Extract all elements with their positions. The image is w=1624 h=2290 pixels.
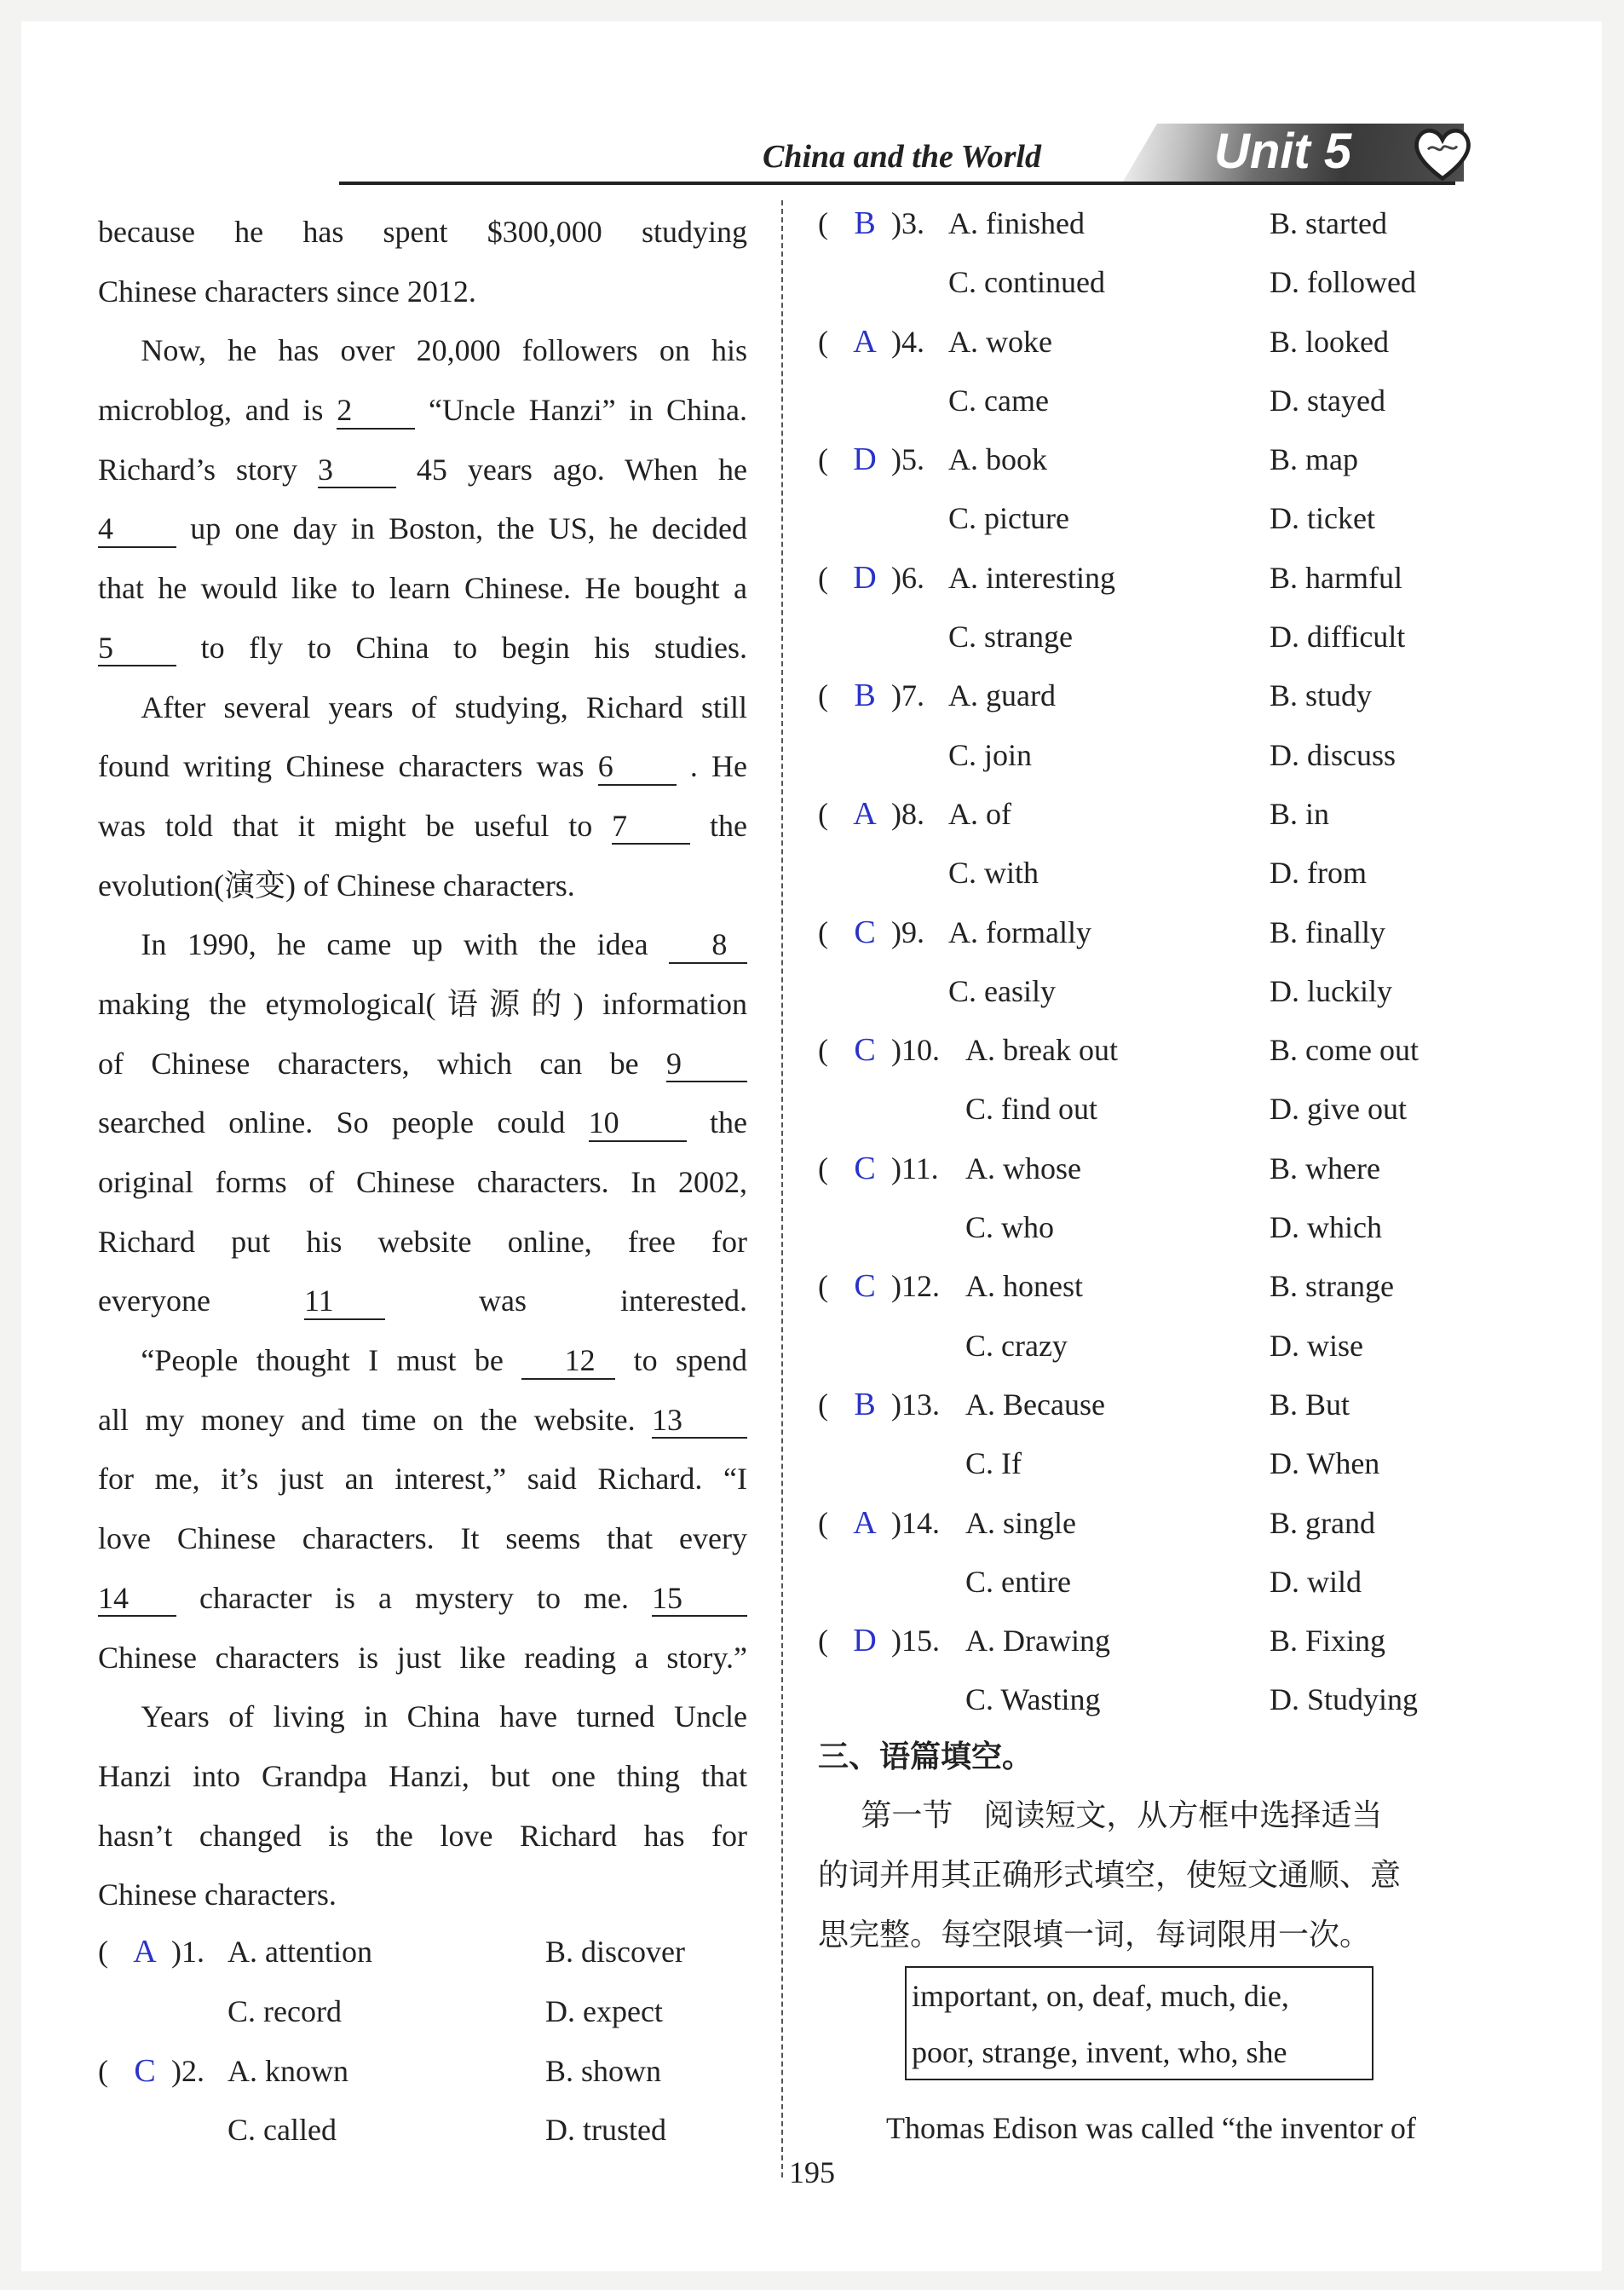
option-c: C. came	[948, 383, 1049, 418]
option-a: A. honest	[965, 1269, 1083, 1304]
answer-letter: C	[134, 2052, 156, 2089]
option-a: A. guard	[948, 678, 1056, 713]
option-c: C. crazy	[965, 1328, 1068, 1363]
passage-line	[98, 262, 747, 322]
column-divider	[781, 200, 783, 2178]
option-b: B. started	[1270, 206, 1387, 240]
option-a: A. finished	[948, 206, 1085, 240]
question-number: )13.	[891, 1387, 940, 1422]
instruction-line: 第一节 阅读短文，从方框中选择适当	[861, 1798, 1383, 1833]
question-row	[98, 2101, 763, 2160]
paren-open: (	[818, 1033, 828, 1068]
passage-line	[98, 1272, 747, 1331]
unit-label: Unit 5	[1214, 124, 1352, 179]
question-row	[818, 1670, 1483, 1729]
passage-line	[98, 737, 747, 797]
passage-line	[98, 1213, 747, 1272]
option-b: B. grand	[1270, 1505, 1375, 1540]
paren-open: (	[818, 1505, 828, 1540]
answer-letter: D	[853, 441, 877, 478]
passage-line	[98, 619, 747, 678]
option-c: C. with	[948, 856, 1039, 891]
option-b: B. harmful	[1270, 560, 1402, 595]
instruction-line: 思完整。每空限填一词，每词限用一次。	[818, 1918, 1371, 1953]
passage-text: Chinese characters.	[98, 1878, 337, 1912]
option-b: B. in	[1270, 796, 1330, 831]
blank-4: 4	[98, 512, 176, 548]
passage-line	[98, 1331, 747, 1391]
question-number: )3.	[891, 206, 924, 240]
passage-line	[98, 1035, 747, 1094]
option-c: C. Wasting	[965, 1682, 1101, 1717]
passage-line	[98, 1450, 747, 1509]
option-a: A. interesting	[948, 560, 1115, 595]
paren-open: (	[818, 1269, 828, 1304]
question-row	[818, 1612, 1483, 1670]
option-d: D. Studying	[1270, 1682, 1419, 1717]
passage-text: After several years of studying, Richard still	[141, 689, 747, 724]
passage-text: up one day in Boston, the US, he decided	[190, 511, 747, 546]
question-row	[818, 489, 1483, 548]
question-row	[818, 785, 1483, 844]
option-d: D. luckily	[1270, 973, 1392, 1008]
question-row	[818, 1139, 1483, 1198]
passage-text: love Chinese characters. It seems that every	[98, 1521, 747, 1556]
passage-text: to spend	[633, 1343, 748, 1378]
option-d: D. which	[1270, 1210, 1382, 1245]
question-row	[818, 430, 1483, 489]
option-d: D. ticket	[1270, 501, 1375, 536]
answer-letter: A	[853, 323, 877, 360]
question-row	[818, 962, 1483, 1021]
paren-open: (	[818, 1387, 828, 1422]
passage-line	[98, 1391, 747, 1451]
option-b: B. shown	[545, 2053, 662, 2088]
option-b: B. discover	[545, 1935, 685, 1969]
passage-line	[98, 678, 747, 738]
answer-letter: C	[854, 1268, 876, 1305]
passage-line	[98, 441, 747, 500]
question-row	[98, 1923, 763, 1982]
answer-letter: C	[854, 914, 876, 950]
passage-text: character is a mystery to me.	[199, 1580, 629, 1615]
option-d: D. trusted	[545, 2113, 666, 2148]
paren-open: (	[818, 796, 828, 831]
passage-line	[98, 203, 747, 262]
answer-letter: A	[853, 795, 877, 832]
passage-line	[98, 1747, 747, 1807]
question-row	[818, 903, 1483, 962]
passage-text: was interested.	[479, 1283, 747, 1318]
option-d: D. from	[1270, 856, 1367, 891]
option-c: C. who	[965, 1210, 1055, 1245]
passage-line	[98, 915, 747, 975]
question-row	[818, 1021, 1483, 1080]
paren-open: (	[818, 206, 828, 240]
passage-line	[98, 797, 747, 857]
question-row	[818, 372, 1483, 430]
passage-line	[98, 321, 747, 381]
option-d: D. give out	[1270, 1092, 1407, 1127]
option-d: D. followed	[1270, 265, 1416, 300]
option-a: A. formally	[948, 914, 1091, 949]
passage-text: the	[710, 1105, 747, 1140]
question-number: )6.	[891, 560, 924, 595]
answer-letter: D	[853, 559, 877, 596]
passage-text: was told that it might be useful to	[98, 808, 593, 843]
option-b: B. strange	[1270, 1269, 1394, 1304]
option-a: A. known	[227, 2053, 348, 2088]
passage-line	[98, 1807, 747, 1866]
passage-line	[98, 1509, 747, 1569]
option-a: A. book	[948, 442, 1047, 477]
section-title: 三、语篇填空。	[818, 1739, 1034, 1774]
question-number: )11.	[891, 1151, 939, 1185]
option-a: A. Drawing	[965, 1624, 1110, 1658]
passage-line	[98, 559, 747, 619]
cloze-passage-start: Thomas Edison was called “the inventor of	[886, 2111, 1416, 2145]
paren-open: (	[818, 678, 828, 713]
option-c: C. picture	[948, 501, 1069, 536]
question-number: )4.	[891, 324, 924, 359]
paren-open: (	[98, 2053, 108, 2088]
passage-text: . He	[689, 749, 748, 784]
passage-text: microblog, and is	[98, 393, 324, 428]
blank-9: 9	[666, 1047, 747, 1083]
passage-line	[98, 1569, 747, 1629]
option-a: A. attention	[227, 1935, 372, 1969]
blank-8: 8	[669, 928, 747, 964]
passage-line	[98, 499, 747, 559]
option-b: B. where	[1270, 1151, 1380, 1185]
passage-text: 45 years ago. When he	[416, 452, 748, 487]
passage-text: In 1990, he came up with the idea	[141, 927, 648, 962]
option-b: B. finally	[1270, 914, 1385, 949]
passage-text: of Chinese characters, which can be	[98, 1046, 639, 1081]
option-b: B. But	[1270, 1387, 1350, 1422]
paren-open: (	[818, 914, 828, 949]
question-number: )14.	[891, 1505, 940, 1540]
question-row	[818, 1257, 1483, 1316]
passage-line	[98, 857, 747, 916]
paren-open: (	[818, 1624, 828, 1658]
option-b: B. Fixing	[1270, 1624, 1386, 1658]
answer-letter: A	[853, 1504, 877, 1541]
answer-letter: B	[854, 678, 876, 714]
passage-text: for me, it’s just an interest,” said Richard. “I	[98, 1462, 747, 1497]
option-c: C. strange	[948, 620, 1073, 655]
passage-text: Chinese characters since 2012.	[98, 274, 476, 309]
option-a: A. break out	[965, 1033, 1118, 1068]
section-three	[818, 1728, 1483, 1965]
word-bank-line: important, on, deaf, much, die,	[912, 1979, 1289, 2013]
blank-10: 10	[589, 1106, 687, 1142]
option-d: D. stayed	[1270, 383, 1385, 418]
option-c: C. continued	[948, 265, 1105, 300]
question-number: )10.	[891, 1033, 940, 1068]
question-row	[818, 726, 1483, 785]
option-b: B. study	[1270, 678, 1373, 713]
question-row	[818, 194, 1483, 253]
option-b: B. looked	[1270, 324, 1389, 359]
question-number: )12.	[891, 1269, 940, 1304]
passage-text: evolution(演变) of Chinese characters.	[98, 868, 575, 903]
question-row	[98, 1982, 763, 2042]
passage-line	[98, 1153, 747, 1213]
question-row	[98, 2042, 763, 2102]
answer-letter: A	[133, 1934, 157, 1970]
word-bank-line: poor, strange, invent, who, she	[912, 2035, 1287, 2069]
option-d: D. expect	[545, 1993, 663, 2028]
passage-text: making the etymological(语源的) information	[98, 986, 747, 1021]
blank-12: 12	[521, 1344, 615, 1380]
passage-text: because he has spent $300,000 studying	[98, 215, 747, 249]
passage-text: Richard’s story	[98, 452, 297, 487]
question-number: )9.	[891, 914, 924, 949]
passage-text: all my money and time on the website.	[98, 1402, 636, 1437]
question-row	[818, 549, 1483, 608]
chapter-title: China and the World	[763, 139, 1041, 175]
option-c: C. record	[227, 1993, 342, 2028]
option-b: B. come out	[1270, 1033, 1419, 1068]
passage-line	[98, 975, 747, 1035]
answer-letter: C	[854, 1150, 876, 1186]
question-row	[818, 1376, 1483, 1434]
question-row	[818, 1553, 1483, 1612]
option-a: A. single	[965, 1505, 1076, 1540]
blank-2: 2	[337, 394, 415, 430]
question-list-right	[818, 194, 1483, 1730]
paren-open: (	[818, 1151, 828, 1185]
option-a: A. of	[948, 796, 1011, 831]
question-list-left	[98, 1923, 763, 2160]
option-c: C. join	[948, 737, 1033, 772]
passage-text: that he would like to learn Chinese. He bought a	[98, 571, 747, 606]
passage-text: hasn’t changed is the love Richard has for	[98, 1818, 747, 1853]
question-row	[818, 1080, 1483, 1139]
option-b: B. map	[1270, 442, 1358, 477]
option-d: D. When	[1270, 1446, 1380, 1481]
blank-14: 14	[98, 1582, 176, 1618]
blank-11: 11	[304, 1284, 385, 1320]
paren-open: (	[98, 1935, 108, 1969]
paren-open: (	[818, 560, 828, 595]
blank-6: 6	[598, 750, 677, 786]
passage-text: Now, he has over 20,000 followers on his	[141, 333, 747, 368]
passage-text: searched online. So people could	[98, 1105, 566, 1140]
reading-passage	[98, 203, 747, 1925]
option-a: A. woke	[948, 324, 1052, 359]
answer-letter: B	[854, 1386, 876, 1422]
question-number: )15.	[891, 1624, 940, 1658]
question-number: )1.	[171, 1935, 204, 1969]
question-row	[818, 1317, 1483, 1376]
header-rule	[339, 182, 1455, 185]
option-c: C. find out	[965, 1092, 1098, 1127]
question-number: )5.	[891, 442, 924, 477]
option-c: C. entire	[965, 1564, 1071, 1599]
question-number: )8.	[891, 796, 924, 831]
option-a: A. Because	[965, 1387, 1105, 1422]
heart-icon	[1410, 122, 1475, 187]
option-d: D. difficult	[1270, 620, 1406, 655]
question-row	[818, 844, 1483, 903]
blank-5: 5	[98, 632, 176, 667]
blank-13: 13	[652, 1404, 747, 1439]
question-number: )2.	[171, 2053, 204, 2088]
paren-open: (	[818, 442, 828, 477]
question-row	[818, 1494, 1483, 1553]
option-c: C. easily	[948, 973, 1056, 1008]
blank-7: 7	[612, 810, 690, 845]
passage-text: original forms of Chinese characters. In 2002,	[98, 1165, 747, 1199]
passage-text: Richard put his website online, free for	[98, 1224, 747, 1259]
passage-text: “Uncle Hanzi” in China.	[428, 393, 748, 428]
passage-line	[98, 381, 747, 441]
passage-line	[98, 1687, 747, 1747]
page-number: 195	[789, 2155, 835, 2189]
question-number: )7.	[891, 678, 924, 713]
blank-3: 3	[318, 453, 396, 489]
question-row	[818, 1434, 1483, 1493]
passage-text: the	[710, 808, 748, 843]
passage-line	[98, 1629, 747, 1688]
passage-text: Chinese characters is just like reading a story.”	[98, 1640, 747, 1675]
instruction-line: 的词并用其正确形式填空，使短文通顺、意	[818, 1858, 1402, 1893]
paren-open: (	[818, 324, 828, 359]
option-a: A. whose	[965, 1151, 1081, 1185]
passage-text: “People thought I must be	[141, 1343, 504, 1378]
option-d: D. wise	[1270, 1328, 1363, 1363]
question-row	[818, 253, 1483, 312]
question-row	[818, 1198, 1483, 1257]
blank-15: 15	[652, 1582, 747, 1618]
passage-text: to fly to China to begin his studies.	[200, 630, 748, 665]
question-row	[818, 313, 1483, 372]
answer-letter: B	[854, 205, 876, 241]
passage-text: found writing Chinese characters was	[98, 749, 585, 784]
option-d: D. discuss	[1270, 737, 1397, 772]
option-c: C. called	[227, 2113, 337, 2148]
question-row	[818, 666, 1483, 725]
answer-letter: C	[854, 1032, 876, 1069]
option-c: C. If	[965, 1446, 1022, 1481]
passage-text: everyone	[98, 1283, 210, 1318]
passage-line	[98, 1093, 747, 1153]
option-d: D. wild	[1270, 1564, 1362, 1599]
question-row	[818, 608, 1483, 666]
answer-letter: D	[853, 1623, 877, 1659]
word-bank-box	[905, 1966, 1373, 2080]
passage-text: Hanzi into Grandpa Hanzi, but one thing that	[98, 1758, 747, 1793]
passage-text: Years of living in China have turned Uncle	[141, 1699, 747, 1734]
passage-line	[98, 1866, 747, 1925]
